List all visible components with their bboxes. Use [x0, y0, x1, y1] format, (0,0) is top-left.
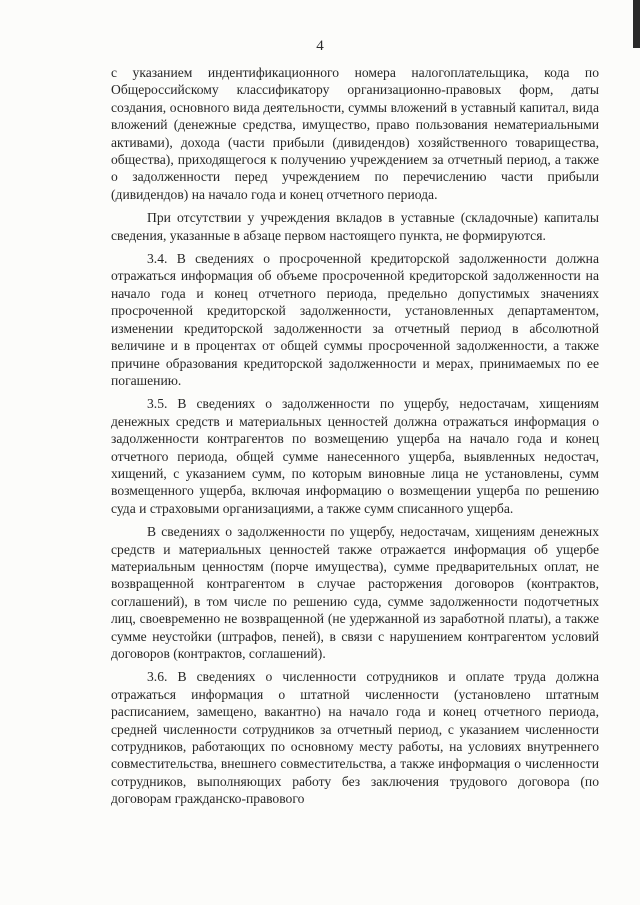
paragraph-continuation: с указанием индентификационного номера налогоплательщика, кода по Общероссийскому классификатору организационно-правовых форм, даты создания, основного вида деятельности, суммы вложений в уставный капитал, вида вложений (денежные средства, имущество, право пользования нематериальными активами), дохода (части прибыли (дивидендов) хозяйственного товарищества, общества), приходящегося к получению учреждением за отчетный период, а также о задолженности перед учреждением по перечислению части прибыли (дивидендов) на начало года и конец отчетного периода. [111, 65, 599, 202]
paragraph-no-contributions: При отсутствии у учреждения вкладов в уставные (складочные) капиталы сведения, указанные в абзаце первом настоящего пункта, не формируются. [111, 210, 599, 243]
page-number: 4 [316, 38, 324, 54]
document-body [111, 64, 599, 808]
paragraph-3-4: 3.4. В сведениях о просроченной кредиторской задолженности должна отражаться информация об объеме просроченной кредиторской задолженности на начало года и конец отчетного периода, предельно допустимых значениях просроченной кредиторской задолженности, установленных департаментом, изменении кредиторской задолженности за отчетный период в абсолютной величине и в процентах от общей суммы просроченной задолженности, а также причине образования кредиторской задолженности и мерах, принимаемых по ее погашению. [111, 251, 599, 388]
paragraph-3-6: 3.6. В сведениях о численности сотрудников и оплате труда должна отражаться информация о штатной численности (установлено штатным расписанием, замещено, вакантно) на начало года и конец отчетного периода, средней численности сотрудников за отчетный период, с указанием численности сотрудников, работающих по основному месту работы, на условиях внутреннего совместительства, внешнего совместительства, а также информация о численности сотрудников, выполняющих работу без заключения трудового договора (по договорам гражданско-правового [111, 669, 599, 807]
paragraph-3-5-additional: В сведениях о задолженности по ущербу, недостачам, хищениям денежных средств и материальных ценностей также отражается информация об ущербе материальным ценностям (порче имущества), сумме предварительных оплат, не возвращенной контрагентом в случае расторжения договоров (контрактов, соглашений), в том числе по решению суда, сумме задолженности подотчетных лиц, своевременно не возвращенной (не удержанной из заработной платы), а также сумме неустойки (штрафов, пеней), в связи с нарушением контрагентом условий договоров (контрактов, соглашений). [111, 524, 599, 661]
paragraph-3-5: 3.5. В сведениях о задолженности по ущербу, недостачам, хищениям денежных средств и материальных ценностей должна отражаться информация о задолженности контрагентов по возмещению ущерба на начало года и конец отчетного периода, общей сумме нанесенного ущерба, выявленных недостач, хищений, с указанием сумм, по которым виновные лица не установлены, сумм возмещенного ущерба, включая информацию о возмещении ущерба по решению суда и страховыми организациями, а также сумм списанного ущерба. [111, 396, 599, 516]
